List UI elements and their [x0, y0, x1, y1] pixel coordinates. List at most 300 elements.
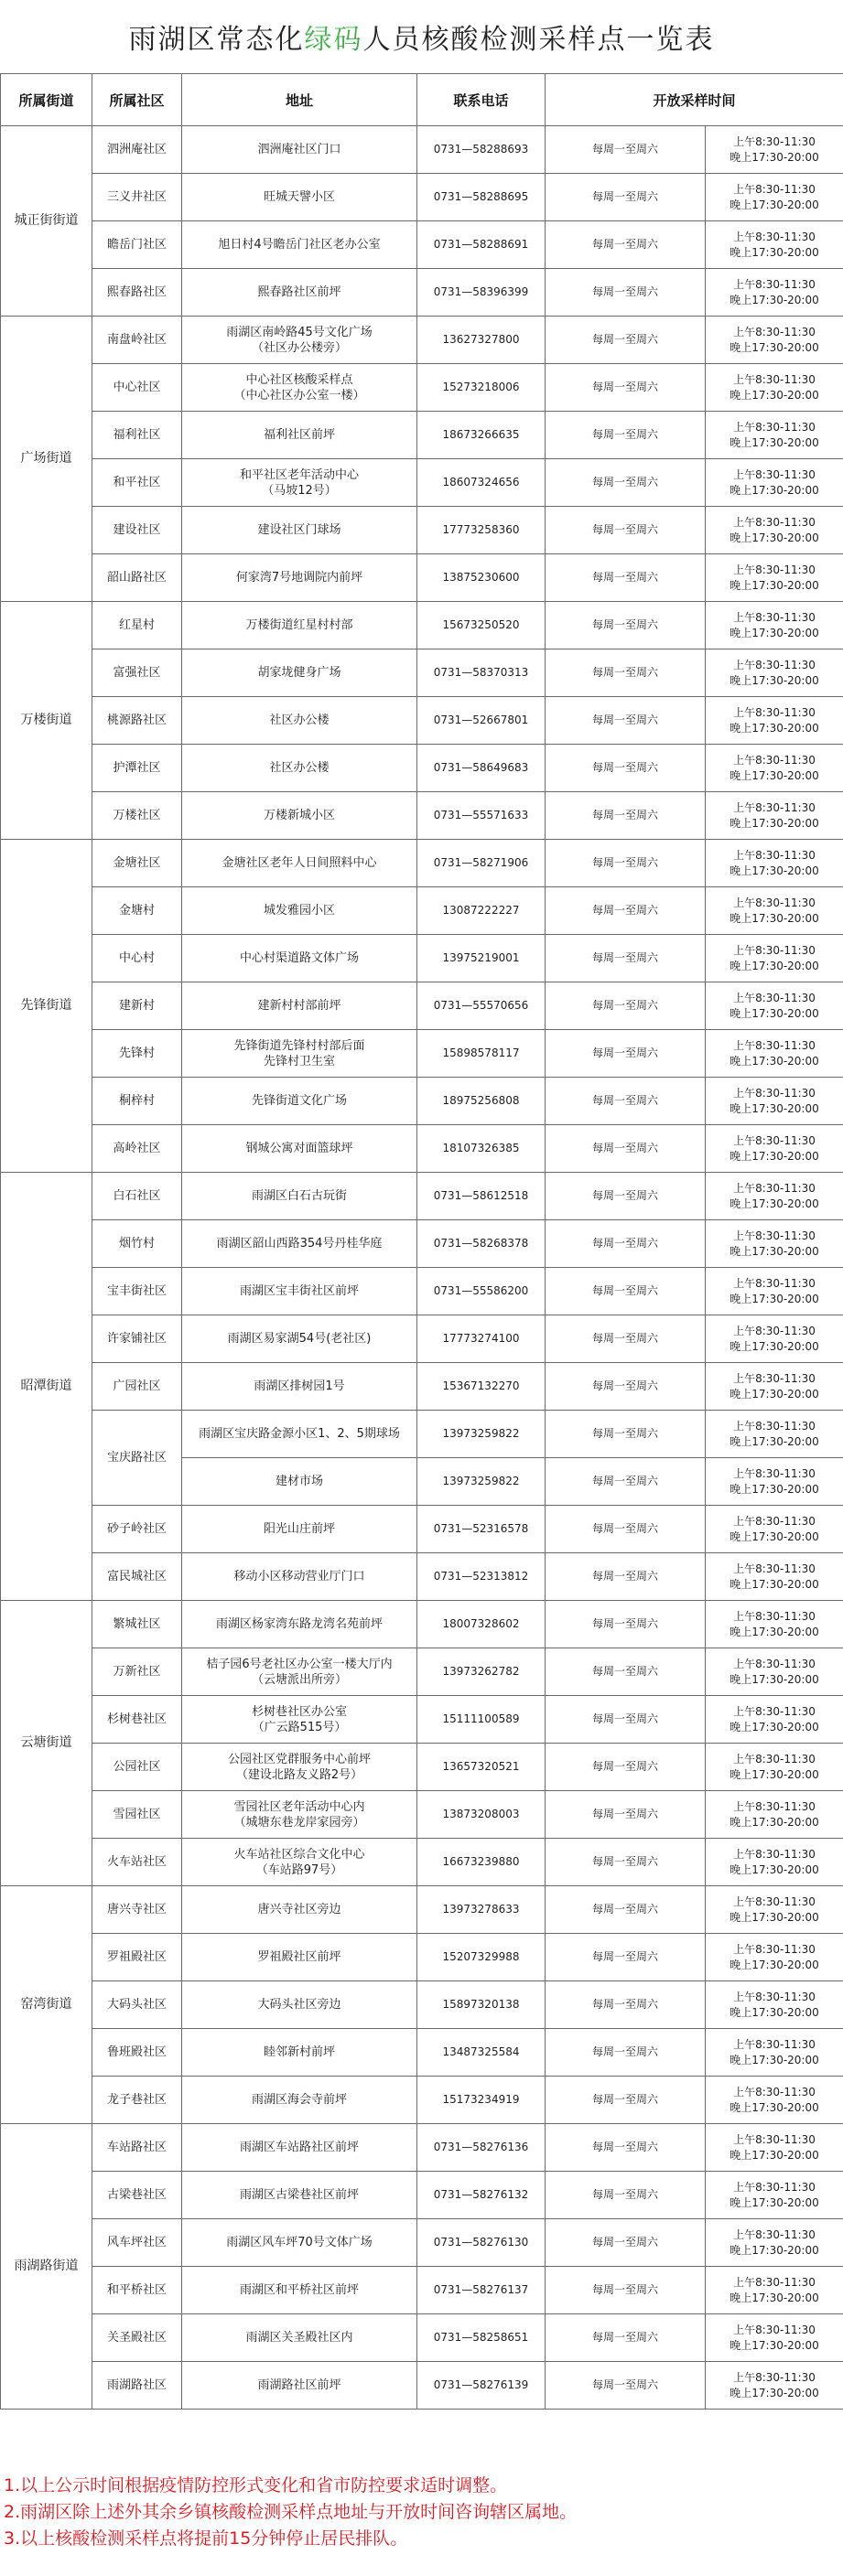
address-cell: 杉树巷社区办公室 （广云路515号） — [182, 1696, 417, 1744]
hours-cell: 上午8:30-11:30 晚上17:30-20:00 — [706, 792, 843, 840]
days-cell: 每周一至周六 — [546, 1315, 706, 1363]
hours-cell: 上午8:30-11:30 晚上17:30-20:00 — [706, 412, 843, 459]
address-cell: 中心社区核酸采样点 （中心社区办公室一楼） — [182, 364, 417, 412]
community-cell: 福利社区 — [92, 412, 182, 459]
days-cell: 每周一至周六 — [546, 2362, 706, 2410]
community-cell: 车站路社区 — [92, 2124, 182, 2172]
community-cell: 杉树巷社区 — [92, 1696, 182, 1744]
community-cell: 公园社区 — [92, 1744, 182, 1791]
address-cell: 旭日村4号瞻岳门社区老办公室 — [182, 221, 417, 269]
address-cell: 金塘社区老年人日间照料中心 — [182, 840, 417, 887]
table-row — [1, 126, 843, 174]
community-cell: 金塘村 — [92, 887, 182, 935]
phone-cell: 0731—58288693 — [417, 126, 546, 174]
address-cell: 唐兴寺社区旁边 — [182, 1886, 417, 1934]
table-row — [1, 364, 843, 412]
community-cell: 关圣殿社区 — [92, 2314, 182, 2362]
table-row — [1, 1601, 843, 1648]
community-cell: 火车站社区 — [92, 1839, 182, 1886]
phone-cell: 13873208003 — [417, 1791, 546, 1839]
street-cell: 昭潭街道 — [1, 1173, 92, 1601]
table-row — [1, 697, 843, 745]
sampling-sites-table — [0, 73, 843, 2410]
community-cell: 万楼社区 — [92, 792, 182, 840]
hours-cell: 上午8:30-11:30 晚上17:30-20:00 — [706, 649, 843, 697]
phone-cell: 0731—58288691 — [417, 221, 546, 269]
community-cell: 宝庆路社区 — [92, 1411, 182, 1506]
table-row — [1, 2172, 843, 2219]
community-cell: 红星村 — [92, 602, 182, 649]
days-cell: 每周一至周六 — [546, 1839, 706, 1886]
table-row — [1, 1315, 843, 1363]
phone-cell: 0731—52313812 — [417, 1553, 546, 1601]
days-cell: 每周一至周六 — [546, 887, 706, 935]
table-row — [1, 1363, 843, 1411]
phone-cell: 18673266635 — [417, 412, 546, 459]
title-prefix: 雨湖区常态化 — [128, 24, 305, 56]
phone-cell: 0731—58396399 — [417, 269, 546, 317]
table-row — [1, 2314, 843, 2362]
community-cell: 鲁班殿社区 — [92, 2029, 182, 2077]
hours-cell: 上午8:30-11:30 晚上17:30-20:00 — [706, 1173, 843, 1220]
hours-cell: 上午8:30-11:30 晚上17:30-20:00 — [706, 697, 843, 745]
days-cell: 每周一至周六 — [546, 745, 706, 792]
community-cell: 金塘社区 — [92, 840, 182, 887]
address-cell: 雨湖区海会寺前坪 — [182, 2077, 417, 2124]
phone-cell: 15673250520 — [417, 602, 546, 649]
header-phone: 联系电话 — [417, 74, 546, 126]
table-row — [1, 412, 843, 459]
days-cell: 每周一至周六 — [546, 2124, 706, 2172]
hours-cell: 上午8:30-11:30 晚上17:30-20:00 — [706, 745, 843, 792]
table-row — [1, 1981, 843, 2029]
days-cell: 每周一至周六 — [546, 1506, 706, 1553]
address-cell: 万楼新城小区 — [182, 792, 417, 840]
phone-cell: 0731—58268378 — [417, 1220, 546, 1268]
hours-cell: 上午8:30-11:30 晚上17:30-20:00 — [706, 507, 843, 554]
address-cell: 社区办公楼 — [182, 745, 417, 792]
days-cell: 每周一至周六 — [546, 1981, 706, 2029]
address-cell: 罗祖殿社区前坪 — [182, 1934, 417, 1981]
phone-cell: 0731—55570656 — [417, 982, 546, 1030]
phone-cell: 13875230600 — [417, 554, 546, 602]
days-cell: 每周一至周六 — [546, 1268, 706, 1315]
phone-cell: 13973259822 — [417, 1411, 546, 1458]
community-cell: 中心社区 — [92, 364, 182, 412]
table-row — [1, 887, 843, 935]
phone-cell: 17773258360 — [417, 507, 546, 554]
header-community: 所属社区 — [92, 74, 182, 126]
community-cell: 先锋村 — [92, 1030, 182, 1078]
address-cell: 先锋街道先锋村村部后面 先锋村卫生室 — [182, 1030, 417, 1078]
days-cell: 每周一至周六 — [546, 2029, 706, 2077]
community-cell: 熙春路社区 — [92, 269, 182, 317]
address-cell: 泗洲庵社区门口 — [182, 126, 417, 174]
days-cell: 每周一至周六 — [546, 364, 706, 412]
street-cell: 窑湾街道 — [1, 1886, 92, 2124]
phone-cell: 13975219001 — [417, 935, 546, 982]
address-cell: 雨湖区关圣殿社区内 — [182, 2314, 417, 2362]
community-cell: 雪园社区 — [92, 1791, 182, 1839]
address-cell: 城发雅园小区 — [182, 887, 417, 935]
table-row — [1, 554, 843, 602]
hours-cell: 上午8:30-11:30 晚上17:30-20:00 — [706, 1458, 843, 1506]
phone-cell: 0731—58612518 — [417, 1173, 546, 1220]
phone-cell: 0731—58258651 — [417, 2314, 546, 2362]
hours-cell: 上午8:30-11:30 晚上17:30-20:00 — [706, 982, 843, 1030]
days-cell: 每周一至周六 — [546, 649, 706, 697]
address-cell: 熙春路社区前坪 — [182, 269, 417, 317]
hours-cell: 上午8:30-11:30 晚上17:30-20:00 — [706, 126, 843, 174]
community-cell: 许家铺社区 — [92, 1315, 182, 1363]
address-cell: 雨湖区韶山西路354号丹桂华庭 — [182, 1220, 417, 1268]
table-row — [1, 2267, 843, 2314]
address-cell: 建设社区门球场 — [182, 507, 417, 554]
phone-cell: 0731—55571633 — [417, 792, 546, 840]
community-cell: 白石社区 — [92, 1173, 182, 1220]
days-cell: 每周一至周六 — [546, 1173, 706, 1220]
address-cell: 睦邻新村前坪 — [182, 2029, 417, 2077]
phone-cell: 0731—58649683 — [417, 745, 546, 792]
address-cell: 雪园社区老年活动中心内 （城塘东巷龙岸家园旁） — [182, 1791, 417, 1839]
hours-cell: 上午8:30-11:30 晚上17:30-20:00 — [706, 1125, 843, 1173]
days-cell: 每周一至周六 — [546, 2077, 706, 2124]
table-row — [1, 507, 843, 554]
table-row — [1, 1839, 843, 1886]
days-cell: 每周一至周六 — [546, 2314, 706, 2362]
community-cell: 建新村 — [92, 982, 182, 1030]
page-title — [0, 0, 843, 73]
hours-cell: 上午8:30-11:30 晚上17:30-20:00 — [706, 1981, 843, 2029]
community-cell: 烟竹村 — [92, 1220, 182, 1268]
address-cell: 雨湖区古梁巷社区前坪 — [182, 2172, 417, 2219]
phone-cell: 13657320521 — [417, 1744, 546, 1791]
days-cell: 每周一至周六 — [546, 1744, 706, 1791]
days-cell: 每周一至周六 — [546, 2267, 706, 2314]
community-cell: 和平桥社区 — [92, 2267, 182, 2314]
days-cell: 每周一至周六 — [546, 2219, 706, 2267]
table-row — [1, 1744, 843, 1791]
days-cell: 每周一至周六 — [546, 507, 706, 554]
hours-cell: 上午8:30-11:30 晚上17:30-20:00 — [706, 887, 843, 935]
hours-cell: 上午8:30-11:30 晚上17:30-20:00 — [706, 2219, 843, 2267]
address-cell: 中心村渠道路文体广场 — [182, 935, 417, 982]
phone-cell: 0731—52316578 — [417, 1506, 546, 1553]
address-cell: 钢城公寓对面篮球坪 — [182, 1125, 417, 1173]
hours-cell: 上午8:30-11:30 晚上17:30-20:00 — [706, 1601, 843, 1648]
phone-cell: 0731—58276137 — [417, 2267, 546, 2314]
hours-cell: 上午8:30-11:30 晚上17:30-20:00 — [706, 935, 843, 982]
community-cell: 瞻岳门社区 — [92, 221, 182, 269]
hours-cell: 上午8:30-11:30 晚上17:30-20:00 — [706, 602, 843, 649]
phone-cell: 13087222227 — [417, 887, 546, 935]
hours-cell: 上午8:30-11:30 晚上17:30-20:00 — [706, 1315, 843, 1363]
community-cell: 富强社区 — [92, 649, 182, 697]
address-cell: 阳光山庄前坪 — [182, 1506, 417, 1553]
community-cell: 唐兴寺社区 — [92, 1886, 182, 1934]
phone-cell: 0731—58276139 — [417, 2362, 546, 2410]
address-cell: 桔子园6号老社区办公室一楼大厅内 （云塘派出所旁） — [182, 1648, 417, 1696]
phone-cell: 13487325584 — [417, 2029, 546, 2077]
days-cell: 每周一至周六 — [546, 554, 706, 602]
phone-cell: 0731—58276132 — [417, 2172, 546, 2219]
table-row — [1, 1886, 843, 1934]
community-cell: 和平社区 — [92, 459, 182, 507]
days-cell: 每周一至周六 — [546, 1125, 706, 1173]
address-cell: 雨湖区排树园1号 — [182, 1363, 417, 1411]
days-cell: 每周一至周六 — [546, 1648, 706, 1696]
hours-cell: 上午8:30-11:30 晚上17:30-20:00 — [706, 1886, 843, 1934]
community-cell: 万新社区 — [92, 1648, 182, 1696]
table-row — [1, 317, 843, 364]
hours-cell: 上午8:30-11:30 晚上17:30-20:00 — [706, 1696, 843, 1744]
hours-cell: 上午8:30-11:30 晚上17:30-20:00 — [706, 1839, 843, 1886]
days-cell: 每周一至周六 — [546, 1030, 706, 1078]
phone-cell: 13973278633 — [417, 1886, 546, 1934]
phone-cell: 15173234919 — [417, 2077, 546, 2124]
hours-cell: 上午8:30-11:30 晚上17:30-20:00 — [706, 1078, 843, 1125]
table-row — [1, 935, 843, 982]
header-open-time: 开放采样时间 — [546, 74, 843, 126]
address-cell: 雨湖区和平桥社区前坪 — [182, 2267, 417, 2314]
hours-cell: 上午8:30-11:30 晚上17:30-20:00 — [706, 2124, 843, 2172]
days-cell: 每周一至周六 — [546, 459, 706, 507]
table-row — [1, 459, 843, 507]
phone-cell: 18975256808 — [417, 1078, 546, 1125]
days-cell: 每周一至周六 — [546, 126, 706, 174]
community-cell: 龙子巷社区 — [92, 2077, 182, 2124]
address-cell: 大码头社区旁边 — [182, 1981, 417, 2029]
days-cell: 每周一至周六 — [546, 697, 706, 745]
hours-cell: 上午8:30-11:30 晚上17:30-20:00 — [706, 174, 843, 221]
phone-cell: 15273218006 — [417, 364, 546, 412]
phone-cell: 17773274100 — [417, 1315, 546, 1363]
community-cell: 宝丰街社区 — [92, 1268, 182, 1315]
community-cell: 雨湖路社区 — [92, 2362, 182, 2410]
address-cell: 雨湖区南岭路45号文化广场 （社区办公楼旁） — [182, 317, 417, 364]
community-cell: 南盘岭社区 — [92, 317, 182, 364]
table-row — [1, 649, 843, 697]
days-cell: 每周一至周六 — [546, 1886, 706, 1934]
street-cell: 广场街道 — [1, 317, 92, 602]
phone-cell: 15111100589 — [417, 1696, 546, 1744]
address-cell: 公园社区党群服务中心前坪 （建设北路友义路2号） — [182, 1744, 417, 1791]
community-cell: 富民城社区 — [92, 1553, 182, 1601]
address-cell: 雨湖路社区前坪 — [182, 2362, 417, 2410]
table-row — [1, 2124, 843, 2172]
phone-cell: 13973262782 — [417, 1648, 546, 1696]
table-row — [1, 1553, 843, 1601]
address-cell: 火车站社区综合文化中心 （车站路97号） — [182, 1839, 417, 1886]
hours-cell: 上午8:30-11:30 晚上17:30-20:00 — [706, 2362, 843, 2410]
street-cell: 先锋街道 — [1, 840, 92, 1173]
phone-cell: 13973259822 — [417, 1458, 546, 1506]
hours-cell: 上午8:30-11:30 晚上17:30-20:00 — [706, 364, 843, 412]
hours-cell: 上午8:30-11:30 晚上17:30-20:00 — [706, 2314, 843, 2362]
hours-cell: 上午8:30-11:30 晚上17:30-20:00 — [706, 1744, 843, 1791]
table-row — [1, 1078, 843, 1125]
table-row — [1, 1648, 843, 1696]
days-cell: 每周一至周六 — [546, 935, 706, 982]
community-cell: 三义井社区 — [92, 174, 182, 221]
note-item: 1.以上公示时间根据疫情防控形式变化和省市防控要求适时调整。 — [4, 2475, 508, 2496]
address-cell: 雨湖区白石古玩街 — [182, 1173, 417, 1220]
table-row — [1, 745, 843, 792]
phone-cell: 0731—58288695 — [417, 174, 546, 221]
hours-cell: 上午8:30-11:30 晚上17:30-20:00 — [706, 1934, 843, 1981]
address-cell: 先锋街道文化广场 — [182, 1078, 417, 1125]
hours-cell: 上午8:30-11:30 晚上17:30-20:00 — [706, 1648, 843, 1696]
hours-cell: 上午8:30-11:30 晚上17:30-20:00 — [706, 1411, 843, 1458]
address-cell: 雨湖区宝庆路金源小区1、2、5期球场 — [182, 1411, 417, 1458]
community-cell: 罗祖殿社区 — [92, 1934, 182, 1981]
hours-cell: 上午8:30-11:30 晚上17:30-20:00 — [706, 2029, 843, 2077]
days-cell: 每周一至周六 — [546, 412, 706, 459]
days-cell: 每周一至周六 — [546, 602, 706, 649]
address-cell: 万楼街道红星村村部 — [182, 602, 417, 649]
days-cell: 每周一至周六 — [546, 792, 706, 840]
phone-cell: 15898578117 — [417, 1030, 546, 1078]
phone-cell: 18107326385 — [417, 1125, 546, 1173]
days-cell: 每周一至周六 — [546, 1078, 706, 1125]
days-cell: 每周一至周六 — [546, 317, 706, 364]
hours-cell: 上午8:30-11:30 晚上17:30-20:00 — [706, 459, 843, 507]
hours-cell: 上午8:30-11:30 晚上17:30-20:00 — [706, 554, 843, 602]
phone-cell: 18607324656 — [417, 459, 546, 507]
days-cell: 每周一至周六 — [546, 269, 706, 317]
phone-cell: 18007328602 — [417, 1601, 546, 1648]
community-cell: 桃源路社区 — [92, 697, 182, 745]
street-cell: 城正街街道 — [1, 126, 92, 317]
phone-cell: 13627327800 — [417, 317, 546, 364]
table-row — [1, 1220, 843, 1268]
hours-cell: 上午8:30-11:30 晚上17:30-20:00 — [706, 2172, 843, 2219]
community-cell: 古梁巷社区 — [92, 2172, 182, 2219]
table-row — [1, 2362, 843, 2410]
table-row — [1, 792, 843, 840]
phone-cell: 0731—52667801 — [417, 697, 546, 745]
table-row — [1, 2077, 843, 2124]
table-row — [1, 1696, 843, 1744]
address-cell: 移动小区移动营业厅门口 — [182, 1553, 417, 1601]
table-row — [1, 1506, 843, 1553]
community-cell: 建设社区 — [92, 507, 182, 554]
days-cell: 每周一至周六 — [546, 1696, 706, 1744]
days-cell: 每周一至周六 — [546, 221, 706, 269]
header-address: 地址 — [182, 74, 417, 126]
community-cell: 大码头社区 — [92, 1981, 182, 2029]
table-row — [1, 1030, 843, 1078]
table-row — [1, 602, 843, 649]
note-item: 2.雨湖区除上述外其余乡镇核酸检测采样点地址与开放时间咨询辖区属地。 — [4, 2502, 578, 2522]
address-cell: 社区办公楼 — [182, 697, 417, 745]
address-cell: 胡家垅健身广场 — [182, 649, 417, 697]
hours-cell: 上午8:30-11:30 晚上17:30-20:00 — [706, 221, 843, 269]
table-row — [1, 1934, 843, 1981]
community-cell: 桐梓村 — [92, 1078, 182, 1125]
community-cell: 中心村 — [92, 935, 182, 982]
days-cell: 每周一至周六 — [546, 1791, 706, 1839]
table-row — [1, 1268, 843, 1315]
address-cell: 福利社区前坪 — [182, 412, 417, 459]
hours-cell: 上午8:30-11:30 晚上17:30-20:00 — [706, 1553, 843, 1601]
community-cell: 护潭社区 — [92, 745, 182, 792]
table-row — [1, 1125, 843, 1173]
phone-cell: 0731—55586200 — [417, 1268, 546, 1315]
hours-cell: 上午8:30-11:30 晚上17:30-20:00 — [706, 1363, 843, 1411]
phone-cell: 0731—58276130 — [417, 2219, 546, 2267]
hours-cell: 上午8:30-11:30 晚上17:30-20:00 — [706, 1506, 843, 1553]
address-cell: 旺城天譬小区 — [182, 174, 417, 221]
table-row — [1, 1791, 843, 1839]
title-suffix: 人员核酸检测采样点一览表 — [362, 24, 715, 56]
table-row — [1, 269, 843, 317]
phone-cell: 15897320138 — [417, 1981, 546, 2029]
table-row — [1, 840, 843, 887]
days-cell: 每周一至周六 — [546, 1553, 706, 1601]
table-row — [1, 2029, 843, 2077]
table-row — [1, 982, 843, 1030]
address-cell: 雨湖区杨家湾东路龙湾名苑前坪 — [182, 1601, 417, 1648]
address-cell: 雨湖区易家湖54号(老社区) — [182, 1315, 417, 1363]
phone-cell: 16673239880 — [417, 1839, 546, 1886]
hours-cell: 上午8:30-11:30 晚上17:30-20:00 — [706, 1030, 843, 1078]
days-cell: 每周一至周六 — [546, 1458, 706, 1506]
street-cell: 雨湖路街道 — [1, 2124, 92, 2410]
community-cell: 泗洲庵社区 — [92, 126, 182, 174]
days-cell: 每周一至周六 — [546, 1934, 706, 1981]
hours-cell: 上午8:30-11:30 晚上17:30-20:00 — [706, 317, 843, 364]
phone-cell: 0731—58370313 — [417, 649, 546, 697]
table-body — [1, 126, 843, 2410]
address-cell: 建新村村部前坪 — [182, 982, 417, 1030]
days-cell: 每周一至周六 — [546, 1363, 706, 1411]
hours-cell: 上午8:30-11:30 晚上17:30-20:00 — [706, 840, 843, 887]
table-header-row — [1, 74, 843, 126]
table-row — [1, 1411, 843, 1458]
street-cell: 云塘街道 — [1, 1601, 92, 1886]
address-cell: 雨湖区车站路社区前坪 — [182, 2124, 417, 2172]
hours-cell: 上午8:30-11:30 晚上17:30-20:00 — [706, 269, 843, 317]
address-cell: 雨湖区风车坪70号文体广场 — [182, 2219, 417, 2267]
notes — [0, 2473, 843, 2552]
address-cell: 建材市场 — [182, 1458, 417, 1506]
hours-cell: 上午8:30-11:30 晚上17:30-20:00 — [706, 2267, 843, 2314]
community-cell: 高岭社区 — [92, 1125, 182, 1173]
phone-cell: 15207329988 — [417, 1934, 546, 1981]
address-cell: 雨湖区宝丰街社区前坪 — [182, 1268, 417, 1315]
phone-cell: 15367132270 — [417, 1363, 546, 1411]
street-cell: 万楼街道 — [1, 602, 92, 840]
header-street: 所属街道 — [1, 74, 92, 126]
address-cell: 和平社区老年活动中心 （马坡12号） — [182, 459, 417, 507]
days-cell: 每周一至周六 — [546, 174, 706, 221]
note-item: 3.以上核酸检测采样点将提前15分钟停止居民排队。 — [4, 2528, 408, 2549]
table-row — [1, 174, 843, 221]
days-cell: 每周一至周六 — [546, 1411, 706, 1458]
hours-cell: 上午8:30-11:30 晚上17:30-20:00 — [706, 1268, 843, 1315]
table-row — [1, 1173, 843, 1220]
days-cell: 每周一至周六 — [546, 1220, 706, 1268]
days-cell: 每周一至周六 — [546, 1601, 706, 1648]
community-cell: 风车坪社区 — [92, 2219, 182, 2267]
address-cell: 何家湾7号地调院内前坪 — [182, 554, 417, 602]
hours-cell: 上午8:30-11:30 晚上17:30-20:00 — [706, 1220, 843, 1268]
community-cell: 广园社区 — [92, 1363, 182, 1411]
title-accent: 绿码 — [304, 24, 363, 56]
community-cell: 韶山路社区 — [92, 554, 182, 602]
table-row — [1, 221, 843, 269]
